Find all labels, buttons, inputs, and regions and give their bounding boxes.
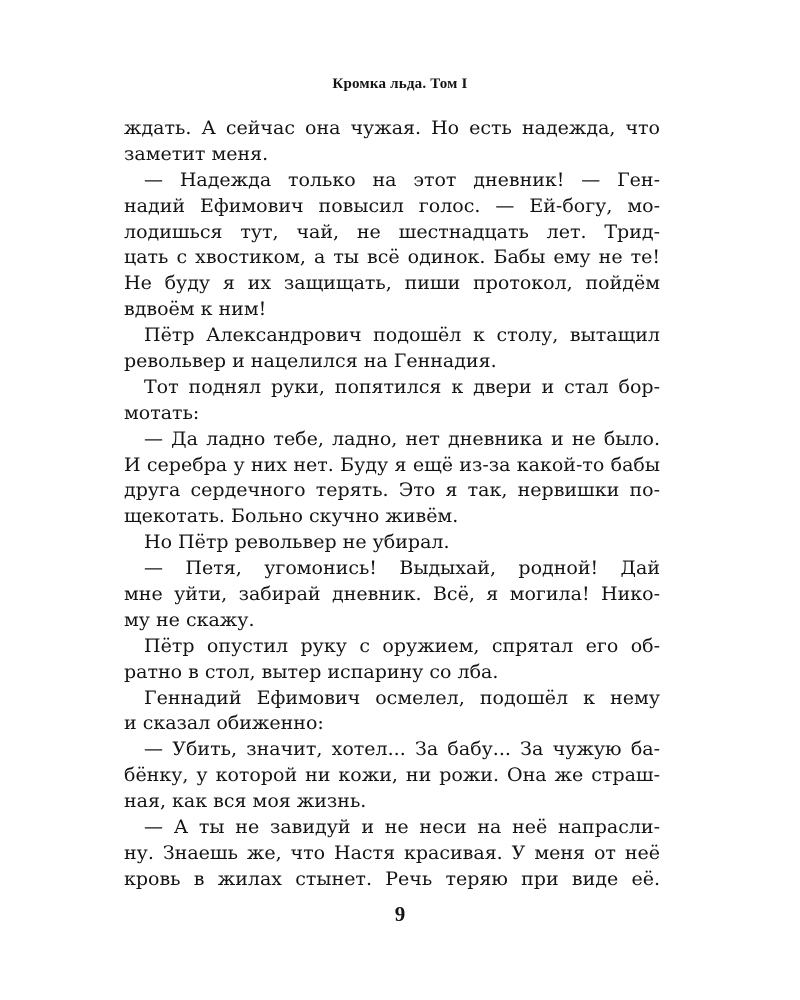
text-line: кровь в жилах стынет. Речь теряю при виде её. <box>124 867 660 890</box>
text-line: — Да ладно тебе, ладно, нет дневника и не было. <box>144 427 660 450</box>
text-line: ждать. А сейчас она чужая. Но есть надежда, что <box>124 117 660 139</box>
text-line: Не буду я их защищать, пиши протокол, пойдём <box>124 272 660 295</box>
text-line: ратно в стол, вытер испарину со лба. <box>124 660 499 683</box>
body-text <box>124 116 660 893</box>
text-line: мотать: <box>124 401 200 424</box>
text-line: Тот поднял руки, попятился к двери и стал бор- <box>144 375 660 398</box>
text-line: лодишься тут, чай, не шестнадцать лет. Трид- <box>124 220 660 243</box>
text-line: му не скажу. <box>124 608 255 631</box>
text-line: револьвер и нацелился на Геннадия. <box>124 350 497 373</box>
text-line: ну. Знаешь же, что Настя красивая. У меня от неё <box>124 841 660 864</box>
text-line: мне уйти, забирай дневник. Всё, я могила! Нико- <box>124 583 660 606</box>
running-head: Кромка льда. Том I <box>332 76 468 92</box>
text-line: Геннадий Ефимович осмелел, подошёл к нему <box>144 686 660 709</box>
text-line: друга сердечного терять. Это я так, нервишки по- <box>124 479 660 502</box>
text-line: и сказал обиженно: <box>124 712 324 735</box>
text-line: заметит меня. <box>124 142 269 165</box>
text-line: — А ты не завидуй и не неси на неё напрасли- <box>144 816 660 839</box>
text-line: И серебра у них нет. Буду я ещё из-за какой-то бабы <box>124 453 660 476</box>
text-line: — Убить, значит, хотел... За бабу... За чужую ба- <box>144 738 660 761</box>
page-number: 9 <box>394 902 406 926</box>
text-line: — Надежда только на этот дневник! — Ген- <box>144 168 660 191</box>
text-line: цать с хвостиком, а ты всё одинок. Бабы ему не те! <box>124 246 660 269</box>
text-line: — Петя, угомонись! Выдыхай, родной! Дай <box>144 557 660 580</box>
text-line: Но Пётр револьвер не убирал. <box>144 531 450 554</box>
text-line: щекотать. Больно скучно живём. <box>124 505 459 528</box>
text-line: Пётр опустил руку с оружием, спрятал его об- <box>144 634 660 657</box>
text-line: вдвоём к ним! <box>124 298 267 321</box>
text-line: бёнку, у которой ни кожи, ни рожи. Она же страш- <box>124 764 660 787</box>
text-line: ная, как вся моя жизнь. <box>124 790 367 813</box>
text-line: Пётр Александрович подошёл к столу, вытащил <box>144 324 660 347</box>
text-line: надий Ефимович повысил голос. — Ей-богу, мо- <box>124 194 660 217</box>
